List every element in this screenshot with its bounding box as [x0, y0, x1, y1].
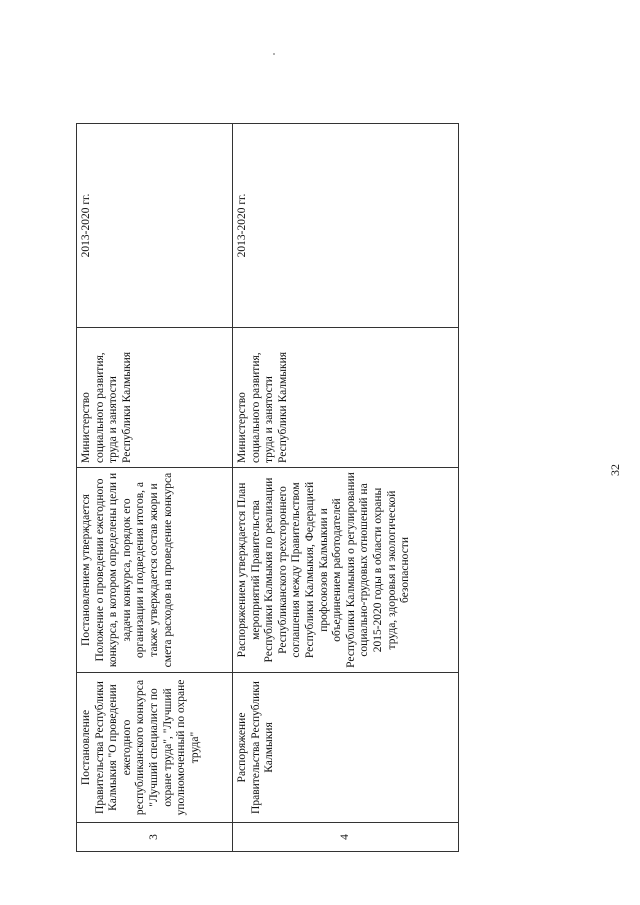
- document-cell: Постановление Правительства Республики Калмыкия "О проведении ежегодного республиканского конкурса "Лучший специалист по охране труда", "Лучший уполномоченный по охране труда": [77, 673, 233, 823]
- row-number-cell: 4: [233, 823, 459, 852]
- term-cell: 2013-2020 гг.: [77, 124, 233, 328]
- content-cell: Распоряжением утверждается План мероприятий Правительства Республики Калмыкия по реализации Республиканского трехстороннего соглашения между Правительством Республики Калмыкия, Федерацией профсоюзов Калмыкии и объединением работодателей Республики Калмыкия о регулировании социально-трудовых отношений на 2015-2020 годы в области охраны труда, здоровья и экологической безопасности: [233, 468, 459, 673]
- table-row: [233, 124, 459, 852]
- scan-speck: [273, 53, 275, 55]
- executor-cell: Министерство социального развития, труда и занятости Республики Калмыкия: [77, 328, 233, 468]
- executor-cell: Министерство социального развития, труда и занятости Республики Калмыкия: [233, 328, 459, 468]
- measures-table: [76, 123, 459, 852]
- content-cell: Постановлением утверждается Положение о проведении ежегодного конкурса, в котором определены цели и задачи конкурса, порядок его организации и подведения итогов, а также утверждается состав жюри и смета расходов на проведение конкурса: [77, 468, 233, 673]
- document-cell: Распоряжение Правительства Республики Калмыкия: [233, 673, 459, 823]
- term-cell: 2013-2020 гг.: [233, 124, 459, 328]
- table-row: [77, 124, 233, 852]
- rotated-table-wrapper: [76, 124, 458, 852]
- page-number: 32: [608, 464, 622, 476]
- row-number-cell: 3: [77, 823, 233, 852]
